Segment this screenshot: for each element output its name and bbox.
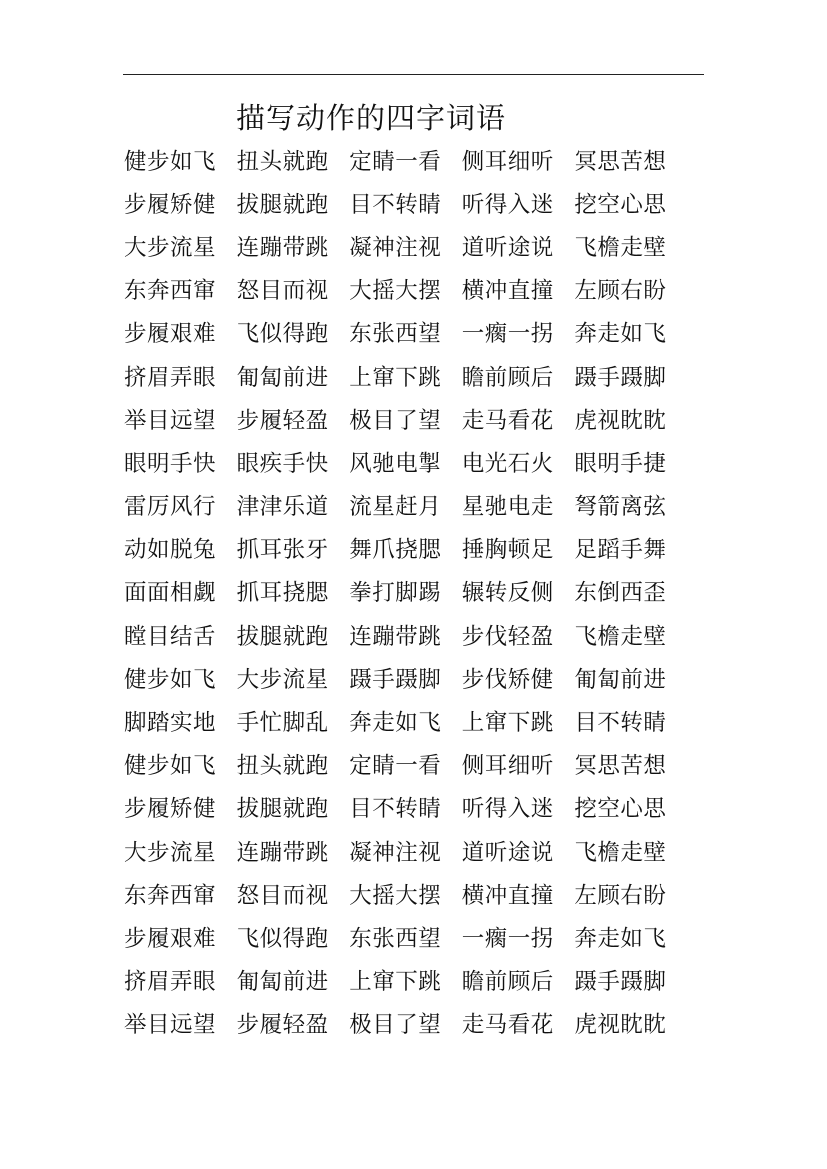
word-item: 大步流星 bbox=[124, 839, 217, 866]
word-item: 目不转睛 bbox=[349, 191, 442, 218]
word-item: 电光石火 bbox=[461, 450, 554, 477]
word-item: 脚踏实地 bbox=[124, 710, 217, 737]
header-rule bbox=[123, 74, 704, 75]
word-row bbox=[124, 917, 694, 960]
word-grid bbox=[124, 140, 694, 1047]
word-item: 东奔西窜 bbox=[124, 882, 217, 909]
word-item: 定睛一看 bbox=[349, 148, 442, 175]
word-row bbox=[124, 486, 694, 529]
word-item: 匍匐前进 bbox=[574, 666, 667, 693]
word-item: 健步如飞 bbox=[124, 666, 217, 693]
word-item: 连蹦带跳 bbox=[236, 234, 329, 261]
word-item: 怒目而视 bbox=[236, 882, 329, 909]
word-item: 目不转睛 bbox=[574, 710, 667, 737]
word-item: 虎视眈眈 bbox=[574, 407, 667, 434]
word-item: 扭头就跑 bbox=[236, 753, 329, 780]
word-item: 东张西望 bbox=[349, 925, 442, 952]
word-item: 横冲直撞 bbox=[461, 882, 554, 909]
word-item: 足蹈手舞 bbox=[574, 537, 667, 564]
word-item: 捶胸顿足 bbox=[461, 537, 554, 564]
word-item: 步履艰难 bbox=[124, 321, 217, 348]
word-item: 眼疾手快 bbox=[236, 450, 329, 477]
word-item: 一瘸一拐 bbox=[461, 321, 554, 348]
word-item: 道听途说 bbox=[461, 234, 554, 261]
word-item: 流星赶月 bbox=[349, 494, 442, 521]
word-row bbox=[124, 961, 694, 1004]
word-item: 抓耳挠腮 bbox=[236, 580, 329, 607]
word-row bbox=[124, 313, 694, 356]
word-item: 左顾右盼 bbox=[574, 882, 667, 909]
word-item: 步履轻盈 bbox=[236, 1012, 329, 1039]
word-item: 健步如飞 bbox=[124, 753, 217, 780]
word-item: 一瘸一拐 bbox=[461, 925, 554, 952]
word-item: 奔走如飞 bbox=[574, 925, 667, 952]
word-item: 匍匐前进 bbox=[236, 364, 329, 391]
word-row bbox=[124, 270, 694, 313]
word-item: 拔腿就跑 bbox=[236, 796, 329, 823]
word-row bbox=[124, 399, 694, 442]
word-item: 弩箭离弦 bbox=[574, 494, 667, 521]
word-item: 飞檐走壁 bbox=[574, 839, 667, 866]
word-item: 挤眉弄眼 bbox=[124, 969, 217, 996]
word-item: 瞻前顾后 bbox=[461, 364, 554, 391]
word-item: 上窜下跳 bbox=[349, 364, 442, 391]
word-item: 怒目而视 bbox=[236, 278, 329, 305]
word-item: 瞠目结舌 bbox=[124, 623, 217, 650]
word-row bbox=[124, 615, 694, 658]
word-item: 定睛一看 bbox=[349, 753, 442, 780]
word-item: 大步流星 bbox=[236, 666, 329, 693]
word-item: 极目了望 bbox=[349, 407, 442, 434]
word-item: 听得入迷 bbox=[461, 796, 554, 823]
word-item: 拔腿就跑 bbox=[236, 623, 329, 650]
word-item: 匍匐前进 bbox=[236, 969, 329, 996]
word-row bbox=[124, 140, 694, 183]
word-row bbox=[124, 874, 694, 917]
word-item: 东张西望 bbox=[349, 321, 442, 348]
word-item: 眼明手快 bbox=[124, 450, 217, 477]
word-item: 步伐轻盈 bbox=[461, 623, 554, 650]
word-item: 飞似得跑 bbox=[236, 925, 329, 952]
word-item: 拳打脚踢 bbox=[349, 580, 442, 607]
word-item: 瞻前顾后 bbox=[461, 969, 554, 996]
word-item: 眼明手捷 bbox=[574, 450, 667, 477]
word-item: 奔走如飞 bbox=[349, 710, 442, 737]
word-item: 抓耳张牙 bbox=[236, 537, 329, 564]
word-row bbox=[124, 356, 694, 399]
word-item: 目不转睛 bbox=[349, 796, 442, 823]
word-item: 步履艰难 bbox=[124, 925, 217, 952]
word-item: 奔走如飞 bbox=[574, 321, 667, 348]
word-item: 挖空心思 bbox=[574, 796, 667, 823]
word-item: 凝神注视 bbox=[349, 234, 442, 261]
word-row bbox=[124, 658, 694, 701]
word-item: 东倒西歪 bbox=[574, 580, 667, 607]
word-item: 举目远望 bbox=[124, 407, 217, 434]
word-row bbox=[124, 1004, 694, 1047]
page-title: 描写动作的四字词语 bbox=[236, 101, 507, 135]
word-item: 上窜下跳 bbox=[349, 969, 442, 996]
word-item: 连蹦带跳 bbox=[236, 839, 329, 866]
word-item: 健步如飞 bbox=[124, 148, 217, 175]
word-item: 星驰电走 bbox=[461, 494, 554, 521]
word-item: 飞檐走壁 bbox=[574, 234, 667, 261]
word-item: 挖空心思 bbox=[574, 191, 667, 218]
word-item: 步伐矫健 bbox=[461, 666, 554, 693]
word-item: 大步流星 bbox=[124, 234, 217, 261]
word-item: 挤眉弄眼 bbox=[124, 364, 217, 391]
word-item: 东奔西窜 bbox=[124, 278, 217, 305]
word-item: 步履矫健 bbox=[124, 796, 217, 823]
word-item: 走马看花 bbox=[461, 1012, 554, 1039]
word-item: 蹑手蹑脚 bbox=[349, 666, 442, 693]
word-item: 凝神注视 bbox=[349, 839, 442, 866]
word-item: 极目了望 bbox=[349, 1012, 442, 1039]
word-item: 步履轻盈 bbox=[236, 407, 329, 434]
word-row bbox=[124, 701, 694, 744]
word-row bbox=[124, 226, 694, 269]
word-item: 侧耳细听 bbox=[461, 753, 554, 780]
word-item: 雷厉风行 bbox=[124, 494, 217, 521]
word-item: 听得入迷 bbox=[461, 191, 554, 218]
word-item: 虎视眈眈 bbox=[574, 1012, 667, 1039]
word-row bbox=[124, 831, 694, 874]
word-item: 面面相觑 bbox=[124, 580, 217, 607]
word-item: 飞似得跑 bbox=[236, 321, 329, 348]
word-item: 动如脱兔 bbox=[124, 537, 217, 564]
word-item: 拔腿就跑 bbox=[236, 191, 329, 218]
word-item: 大摇大摆 bbox=[349, 278, 442, 305]
word-row bbox=[124, 442, 694, 485]
word-item: 津津乐道 bbox=[236, 494, 329, 521]
word-row bbox=[124, 788, 694, 831]
word-item: 上窜下跳 bbox=[461, 710, 554, 737]
word-item: 扭头就跑 bbox=[236, 148, 329, 175]
word-item: 道听途说 bbox=[461, 839, 554, 866]
word-item: 大摇大摆 bbox=[349, 882, 442, 909]
word-item: 风驰电掣 bbox=[349, 450, 442, 477]
word-item: 舞爪挠腮 bbox=[349, 537, 442, 564]
word-item: 冥思苦想 bbox=[574, 148, 667, 175]
word-item: 左顾右盼 bbox=[574, 278, 667, 305]
word-item: 蹑手蹑脚 bbox=[574, 364, 667, 391]
word-item: 走马看花 bbox=[461, 407, 554, 434]
word-item: 横冲直撞 bbox=[461, 278, 554, 305]
word-item: 举目远望 bbox=[124, 1012, 217, 1039]
word-item: 蹑手蹑脚 bbox=[574, 969, 667, 996]
word-item: 手忙脚乱 bbox=[236, 710, 329, 737]
word-item: 连蹦带跳 bbox=[349, 623, 442, 650]
word-row bbox=[124, 572, 694, 615]
word-row bbox=[124, 529, 694, 572]
word-item: 辗转反侧 bbox=[461, 580, 554, 607]
word-item: 侧耳细听 bbox=[461, 148, 554, 175]
word-item: 步履矫健 bbox=[124, 191, 217, 218]
word-row bbox=[124, 745, 694, 788]
word-row bbox=[124, 183, 694, 226]
word-item: 冥思苦想 bbox=[574, 753, 667, 780]
word-item: 飞檐走壁 bbox=[574, 623, 667, 650]
